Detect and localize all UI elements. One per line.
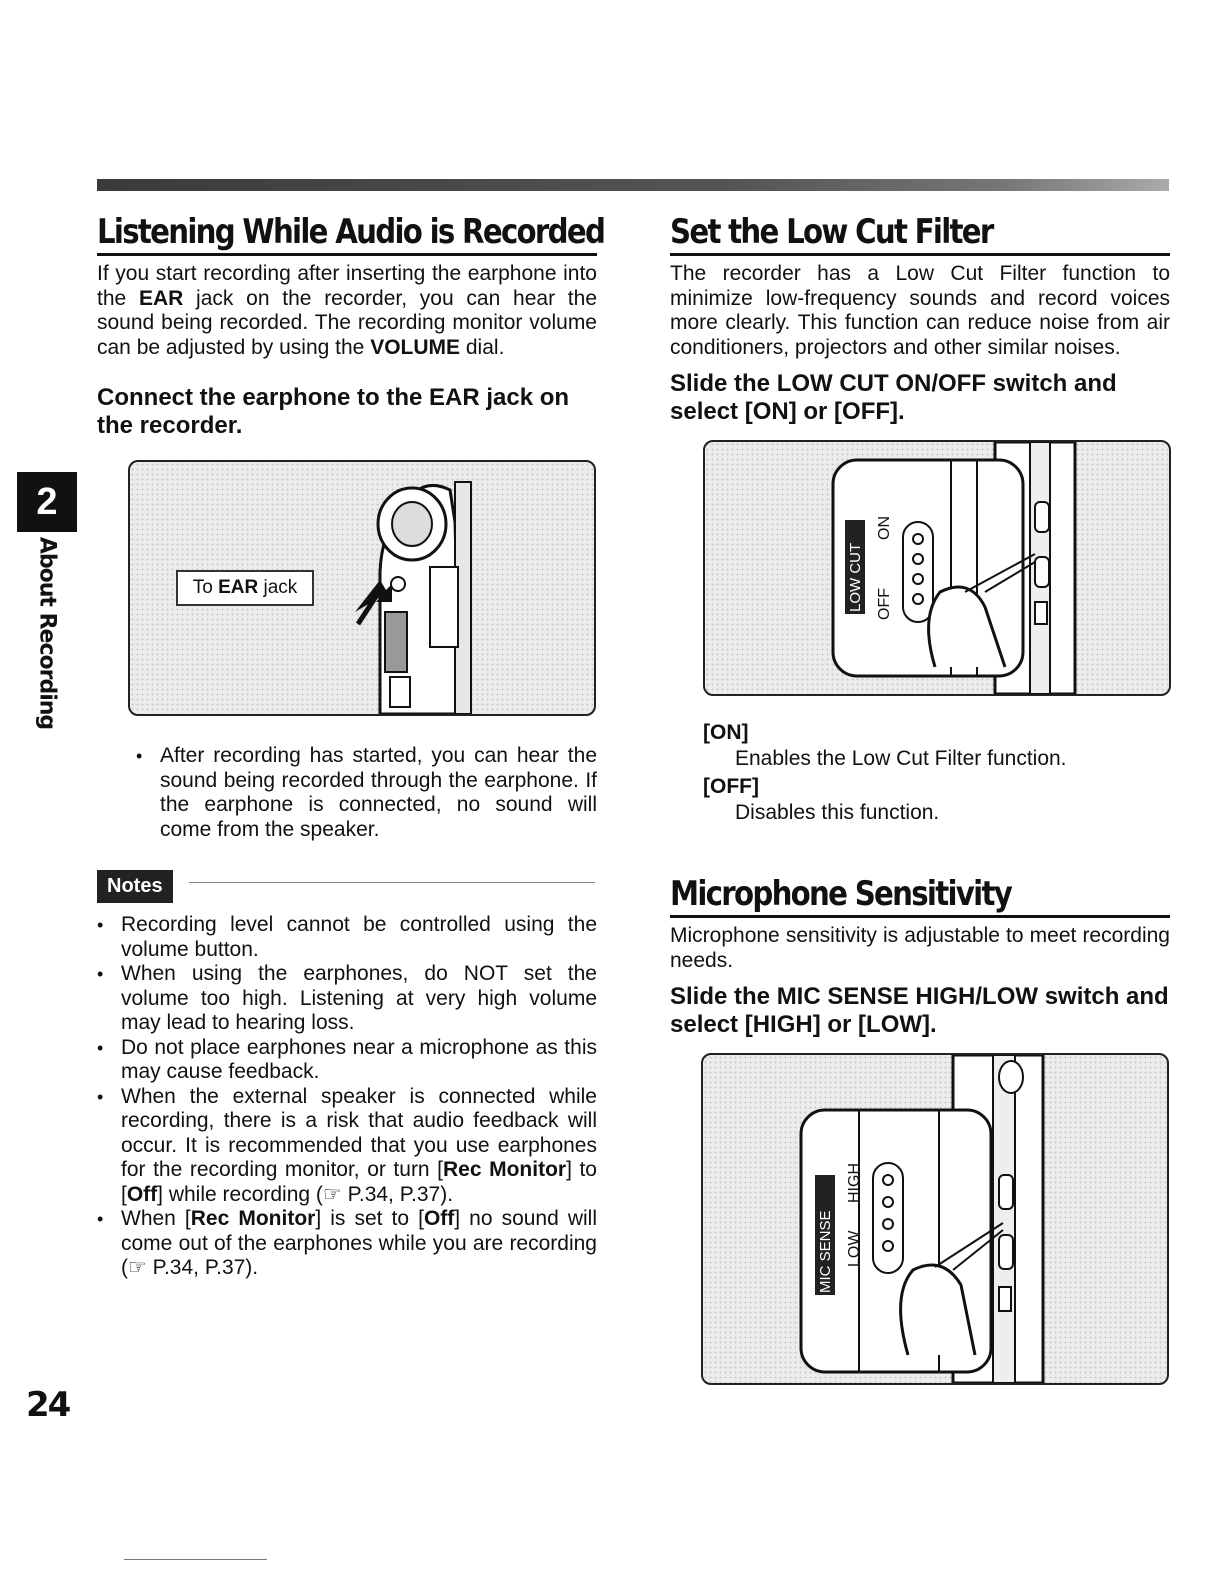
- earphone-jack-illustration: [128, 460, 596, 716]
- mic-sense-switch-label: MIC SENSE: [817, 1210, 834, 1293]
- note-text: ] to [: [121, 1158, 597, 1206]
- top-header-rule: [97, 179, 1169, 191]
- section-title-mic-sensitivity: Microphone Sensitivity: [670, 874, 1012, 914]
- notes-list: [121, 913, 597, 1281]
- option-off-label: [OFF]: [703, 775, 759, 798]
- step-text: .: [930, 1011, 937, 1038]
- on-keyword: [ON]: [744, 398, 797, 425]
- left-column: [97, 212, 605, 1281]
- rec-monitor-keyword: Rec Monitor: [443, 1158, 567, 1181]
- step-text: or: [820, 1011, 859, 1038]
- listening-intro: [97, 262, 597, 360]
- step-text: or: [796, 398, 835, 425]
- step-text: Slide the: [670, 370, 777, 397]
- title-underline: [97, 253, 597, 256]
- off-keyword: [OFF]: [834, 398, 899, 425]
- page-number: 24: [26, 1385, 70, 1425]
- mic-sense-switch-illustration: [701, 1053, 1169, 1385]
- low-keyword: [LOW]: [858, 1011, 931, 1038]
- mic-sense-switch-drawing: [703, 1055, 1167, 1383]
- switch-low-label: LOW: [846, 1230, 863, 1267]
- title-underline: [670, 915, 1170, 918]
- section-title-low-cut: Set the Low Cut Filter: [670, 212, 993, 252]
- intro-text: dial.: [460, 335, 505, 359]
- note-text: ] no sound will come out of the earphones while you are recording (☞ P.34, P.37).: [121, 1207, 598, 1279]
- note-text: When the external speaker is connected while recording, there is a risk that audio feedback will occur. It is recommended that you use earphones for the recording monitor, or turn [: [121, 1084, 597, 1181]
- right-column: [670, 212, 1170, 1385]
- switch-on-label: ON: [876, 516, 893, 540]
- intro-text: If you start recording after inserting the earphone into the: [97, 262, 597, 310]
- option-on-desc: Enables the Low Cut Filter function.: [735, 747, 1067, 770]
- low-cut-options: [703, 720, 1170, 826]
- step-text: Slide the: [670, 983, 777, 1010]
- note-item: • Do not place earphones near a microphone as this may cause feedback.: [121, 1036, 597, 1085]
- step-text: switch and select: [670, 983, 1169, 1038]
- option-off-desc: Disables this function.: [735, 801, 940, 824]
- volume-keyword: VOLUME: [370, 335, 461, 359]
- off-keyword: Off: [126, 1182, 158, 1206]
- rec-monitor-keyword: Rec Monitor: [190, 1207, 316, 1230]
- ear-keyword: EAR: [218, 577, 259, 598]
- step-mic-sense-switch: [670, 983, 1170, 1039]
- step-text: .: [898, 398, 905, 425]
- switch-off-label: OFF: [876, 588, 893, 620]
- low-cut-switch-label: LOW CUT: [847, 542, 864, 612]
- step-text: jack on the recorder.: [97, 384, 570, 439]
- step-text: Connect the earphone to the: [97, 384, 430, 411]
- after-recording-bullets: [160, 744, 597, 842]
- step-connect-earphone: [97, 384, 597, 440]
- notes-header: [97, 870, 597, 903]
- note-text: ] while recording (☞ P.34, P.37).: [157, 1182, 454, 1206]
- step-text: switch and select: [670, 370, 1117, 425]
- option-on-label: [ON]: [703, 721, 749, 744]
- chapter-number-tab: 2: [17, 472, 77, 532]
- low-cut-intro: The recorder has a Low Cut Filter function to minimize low-frequency sounds and record voices more clearly. This function can reduce noise from air conditioners, projectors and other similar noises.: [670, 262, 1170, 359]
- ear-keyword: EAR: [138, 286, 184, 310]
- low-cut-switch-drawing: [705, 442, 1169, 694]
- bullet-item: • After recording has started, you can hear the sound being recorded through the earphone. If the earphone is connected, no sound will come from the speaker.: [160, 744, 597, 842]
- high-keyword: [HIGH]: [744, 1011, 821, 1038]
- note-item: [121, 1207, 597, 1281]
- ear-keyword: EAR: [429, 384, 480, 411]
- switch-high-label: HIGH: [846, 1163, 863, 1203]
- mic-sense-keyword: MIC SENSE HIGH/LOW: [776, 983, 1039, 1010]
- low-cut-keyword: LOW CUT ON/OFF: [776, 370, 986, 397]
- off-keyword: Off: [423, 1207, 455, 1230]
- label-text: To: [192, 577, 219, 598]
- note-text: ] is set to [: [315, 1207, 424, 1230]
- note-text: When [: [121, 1207, 191, 1230]
- section-title-listening: Listening While Audio is Recorded: [97, 212, 605, 252]
- label-text: jack: [258, 577, 298, 598]
- mic-intro: Microphone sensitivity is adjustable to meet recording needs.: [670, 924, 1170, 972]
- notes-badge: Notes: [97, 870, 173, 903]
- low-cut-switch-illustration: [703, 440, 1171, 696]
- to-ear-jack-label: [176, 570, 314, 606]
- note-item: • When using the earphones, do NOT set the volume too high. Listening at very high volume may lead to hearing loss.: [121, 962, 597, 1036]
- chapter-title-vertical: About Recording: [34, 536, 60, 730]
- note-item: [121, 1085, 597, 1208]
- intro-text: jack on the recorder, you can hear the sound being recorded. The recording monitor volume can be adjusted by using the: [97, 286, 598, 359]
- title-underline: [670, 253, 1170, 256]
- note-item: • Recording level cannot be controlled using the volume button.: [121, 913, 597, 962]
- footer-line: [124, 1559, 267, 1560]
- step-low-cut-switch: [670, 370, 1170, 426]
- notes-divider: [189, 882, 595, 883]
